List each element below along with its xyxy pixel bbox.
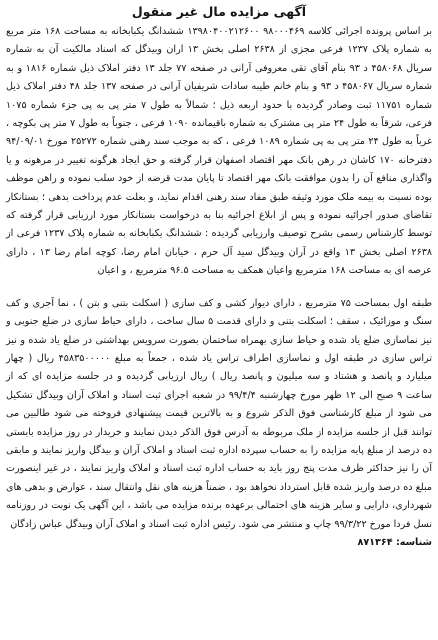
notice-paragraph-1: بر اساس پرونده اجرائی کلاسه ۹۸۰۰۰۴۶۹ ۱۳۹۸۰۴۰۰۲۱۲۶۰۰ ششدانگ یکبابخانه به مساحت ۱۶۸ متر مربع به شماره پلاک ۱۲۳۷ فرعی مجزی از ۲۶۳۸ اصلی بخش ۱۳ اران وبیدگل که اسناد مالکیت آن به شماره سریال ۴۵۸۰۶۸ د ۹۳ بنام آقای تقی معروفی آرانی در صفحه ۷۷ جلد ۱۳ دفتر املاک ذیل شماره ۱۸۱۶ و به شماره سریال ۴۵۸۰۶۷ د ۹۳ و بنام خانم طیبه سادات شریفیان آرانی در صفحه ۱۳۷ جلد ۴۸ دفتر املاک ذیل شماره ۱۱۷۵۱ ثبت وصادر گردیده با حدود اربعه ذیل ؛ شمالاً به طول ۷ متر پی به پی جزء شماره ۱۰۷۵ فرعی، شرقاً به طول ۲۴ متر پی مشترک به شماره باقیمانده ۱۰۹۰ فرعی ، جنوباً به طول ۷ متر پی بکوچه ، غرباً به طول ۲۴ متر پی به پی شماره ۱۰۸۹ فرعی ، که به موجب سند رهنی شماره ۲۵۲۷۲ مورخ ۹۴/۰۹/۰۱ دفترخانه ۱۷۰ کاشان در رهن بانک مهر اقتصاد اصفهان قرار گرفته و حق ایجاد هرگونه تغییر در مرهونه و یا واگذاری منافع آن را بدون موافقت بانک مهر اقتصاد تا پایان مدت قرضه از خود سلب نموده و راهن موظف بوده نسبت به بیمه ملک مورد وثیقه طبق مفاد سند رهنی اقدام نماید، و بعلت عدم پرداخت بدهی ؛ بستانکار تقاضای صدور اجرائیه نموده و پس از ابلاغ اجرائیه بنا به درخواست بستانکار مورد ارزیابی قرار گرفته که توسط کارشناس رسمی بشرح توصیف وارزیابی گردیده : ششدانگ یکبابخانه به شماره پلاک ۱۲۳۷ فرعی از ۲۶۳۸ اصلی بخش ۱۳ واقع در آران وبیدگل سید آل حرم ، خیابان امام رضا، کوچه امام رضا ۱۳ ، دارای عرصه ای به مساحت ۱۶۸ مترمربع واعیان همکف به مساحت ۹۶.۵ مترمربع ، و اعیان bbox=[6, 26, 433, 277]
notice-id: شناسه: ۸۷۱۳۶۴ bbox=[357, 536, 432, 548]
notice-title: آگهی مزایده مال غیر منقول bbox=[131, 4, 307, 19]
notice-paragraph-2: طبقه اول بمساحت ۷۵ مترمربع ، دارای دیوار کشی و کف سازی ( اسکلت بتنی و بتن ) ، نما آجری و کف سنگ و موزائیک ، سقف ؛ اسکلت بتنی و دارای قدمت ۵ سال ساخت ، دارای حیاط سازی در ضلع جنوبی و نیز نماسازی ضلع یاد شده و حیاط سازی بهمراه ساختمان بصورت سرویس بهداشتی در ضلع یاد شده و نیز تراس سازی در طبقه اول و نماسازی اطراف تراس یاد شده ، جمعاً به مبلغ ۴۵۸۳۵۰۰۰۰۰ ریال ( چهار میلیارد و پانصد و هشتاد و سه میلیون و پانصد ریال ) ریال ارزیابی گردیده و در جلسه مزایده ای که از ساعت ۹ صبح الی ۱۲ ظهر مورخ چهارشنبه ۹۹/۴/۴ در شعبه اجرای ثبت اسناد و املاک آران وبیدگل تشکیل می شود از مبلغ کارشناسی فوق الذکر شروع و به بالاترین قیمت پیشنهادی فروخته می شود طالبین می توانند قبل از جلسه مزایده از ملک مربوطه به آدرس فوق الذکر دیدن نمایند و خریدار در روز مزایده بایستی ده درصد از مبلغ پایه مزایده را به حساب سپرده اداره ثبت اسناد و املاک آران و بیدگل واریز نمایند و مابقی آن را نیز حداکثر ظرف مدت پنج روز باید به حساب اداره ثبت اسناد و املاک واریز نمایند ، در غیر اینصورت مبلغ ده درصد واریز شده قابل استرداد نخواهد بود ، ضمناً هزینه های نقل وانتقال سند ، عوارض و بدهی های شهرداری، دارایی و سایر هزینه های احتمالی برعهده برنده مزایده می باشد ، این آگهی یک نوبت در روزنامه نسل فردا مورخ ۹۹/۳/۲۲ چاپ و منتشر می شود. رئیس اداره ثبت اسناد و املاک آران وبیدگل عباس زادگان bbox=[6, 297, 433, 530]
paragraph-gap bbox=[6, 281, 432, 295]
